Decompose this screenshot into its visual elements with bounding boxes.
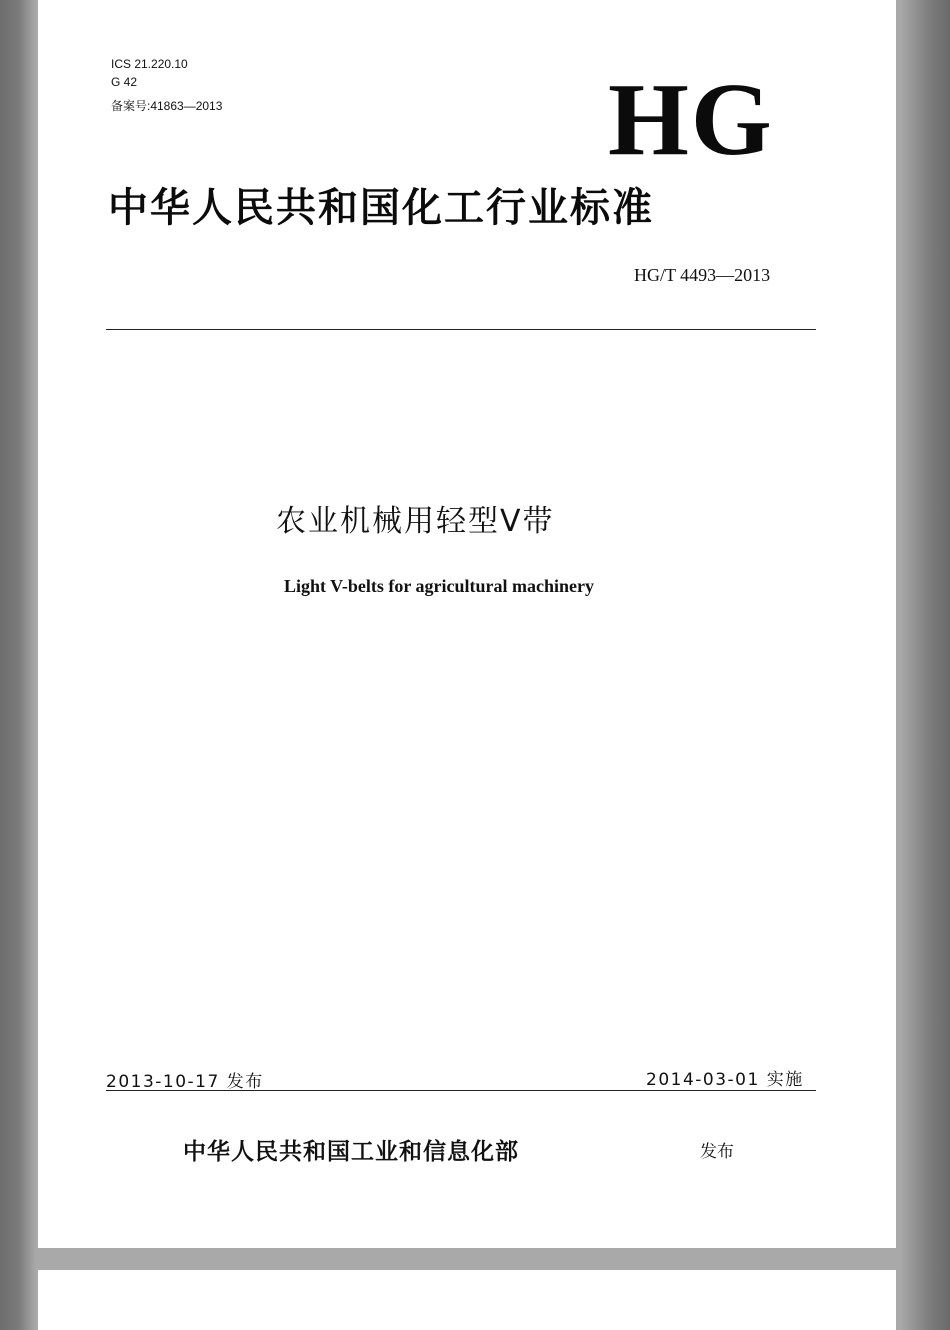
next-page-edge: [38, 1270, 896, 1330]
hg-mark: HG: [608, 62, 774, 177]
record-number: 备案号:41863—2013: [111, 99, 223, 113]
title-english: Light V-belts for agricultural machinery: [284, 576, 594, 596]
implement-date: 2014-03-01 实施: [646, 1070, 804, 1090]
issuer-name: 中华人民共和国工业和信息化部: [183, 1139, 519, 1165]
issuer-suffix: 发布: [700, 1142, 734, 1162]
issue-date: 2013-10-17 发布: [106, 1072, 264, 1092]
title-chinese: 农业机械用轻型V带: [276, 504, 555, 539]
footer-divider: [106, 1090, 816, 1091]
ccs-code: G 42: [111, 75, 138, 89]
document-page: [38, 0, 896, 1248]
standard-category: 中华人民共和国化工行业标准: [108, 185, 654, 231]
header-divider: [106, 329, 816, 330]
standard-code: HG/T 4493—2013: [634, 265, 771, 285]
ics-code: ICS 21.220.10: [111, 57, 188, 71]
